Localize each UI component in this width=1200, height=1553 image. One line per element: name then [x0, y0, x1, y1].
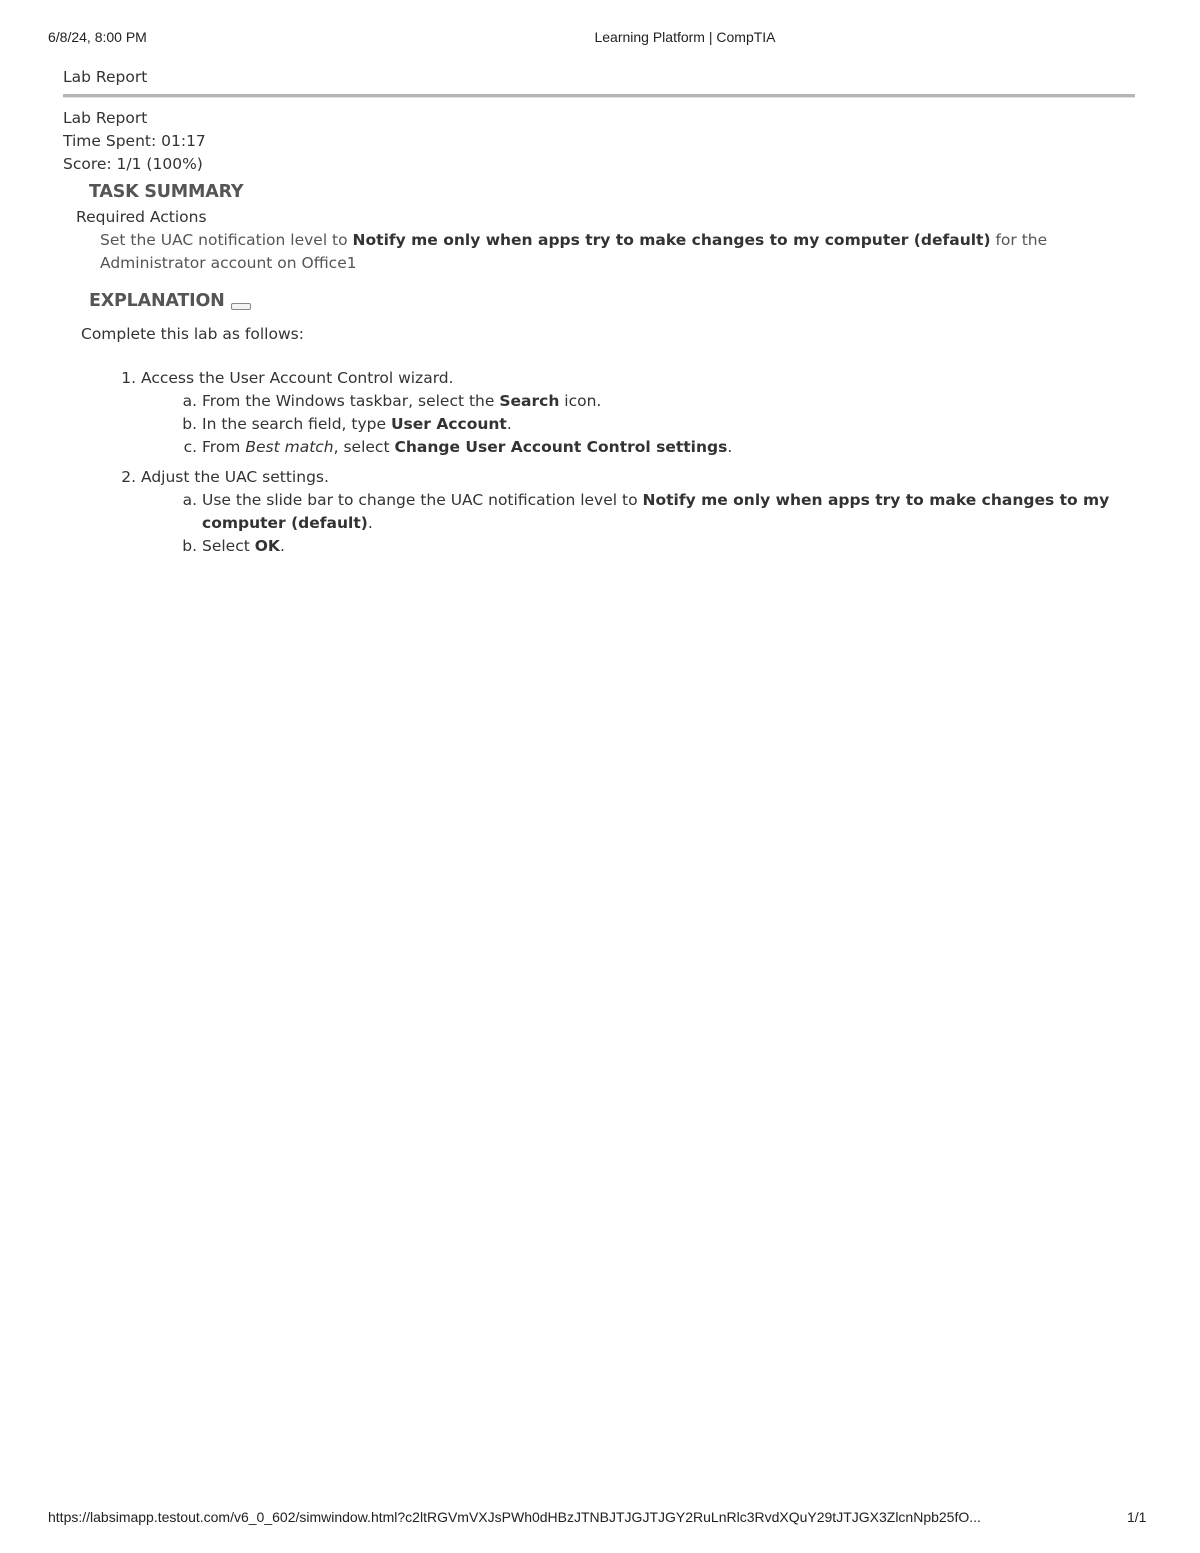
substep-text: .	[279, 537, 285, 555]
report-heading: Lab Report	[63, 109, 148, 127]
task-summary-heading: TASK SUMMARY	[89, 182, 244, 202]
print-datetime: 6/8/24, 8:00 PM	[48, 29, 147, 45]
required-action-item	[100, 229, 1130, 275]
step-text: Adjust the UAC settings.	[141, 468, 329, 486]
print-header	[0, 29, 1200, 47]
action-text-pre: Set the UAC notification level to	[100, 231, 353, 249]
substep-text: , select	[333, 438, 395, 456]
print-page-title: Learning Platform | CompTIA	[594, 29, 776, 45]
substep-bold: Notify me only when apps try to make changes to my computer (default)	[202, 491, 1110, 532]
explanation-heading	[89, 289, 1135, 313]
required-actions-label: Required Actions	[76, 208, 207, 226]
substep-item	[202, 413, 1135, 436]
title-divider	[63, 94, 1135, 98]
substep-italic: Best match	[245, 438, 334, 456]
minus-toggle-icon[interactable]	[231, 303, 251, 310]
lab-report-document	[63, 64, 1135, 565]
substep-text: From the Windows taskbar, select the	[202, 392, 500, 410]
substep-text: .	[367, 514, 373, 532]
substep-bold: Change User Account Control settings	[394, 438, 728, 456]
substep-text: .	[727, 438, 733, 456]
substep-text: .	[506, 415, 512, 433]
score: Score: 1/1 (100%)	[63, 155, 203, 173]
report-meta	[63, 107, 1135, 176]
substep-bold: Search	[499, 392, 560, 410]
substep-text: icon.	[559, 392, 602, 410]
steps-list	[63, 367, 1135, 558]
substep-bold: OK	[254, 537, 280, 555]
step-text: Access the User Account Control wizard.	[141, 369, 454, 387]
report-top-title: Lab Report	[63, 68, 148, 86]
explanation-intro: Complete this lab as follows:	[81, 325, 304, 343]
action-text-post: for the Administrator account on Office1	[100, 231, 1048, 272]
substep-item	[202, 436, 1135, 459]
print-footer	[0, 1509, 1200, 1527]
print-page-number: 1/1	[1127, 1509, 1147, 1525]
substeps-list	[141, 489, 1135, 558]
substep-bold: User Account	[390, 415, 507, 433]
time-spent: Time Spent: 01:17	[63, 132, 206, 150]
action-text-bold: Notify me only when apps try to make changes to my computer (default)	[352, 231, 991, 249]
substep-text: In the search field, type	[202, 415, 391, 433]
explanation-title: EXPLANATION	[89, 291, 225, 311]
step-item	[141, 466, 1135, 558]
substep-text: Select	[202, 537, 255, 555]
substep-item	[202, 535, 1135, 558]
print-url: https://labsimapp.testout.com/v6_0_602/simwindow.html?c2ltRGVmVXJsPWh0dHBzJTNBJTJGJTJGY2RuLnRlc3RvdXQuY29tJTJGX3ZlcnNpb25fO...	[48, 1509, 981, 1525]
substep-text: From	[202, 438, 246, 456]
substep-item	[202, 489, 1135, 535]
substeps-list	[141, 390, 1135, 459]
substep-text: Use the slide bar to change the UAC notification level to	[202, 491, 643, 509]
substep-item	[202, 390, 1135, 413]
step-item	[141, 367, 1135, 459]
